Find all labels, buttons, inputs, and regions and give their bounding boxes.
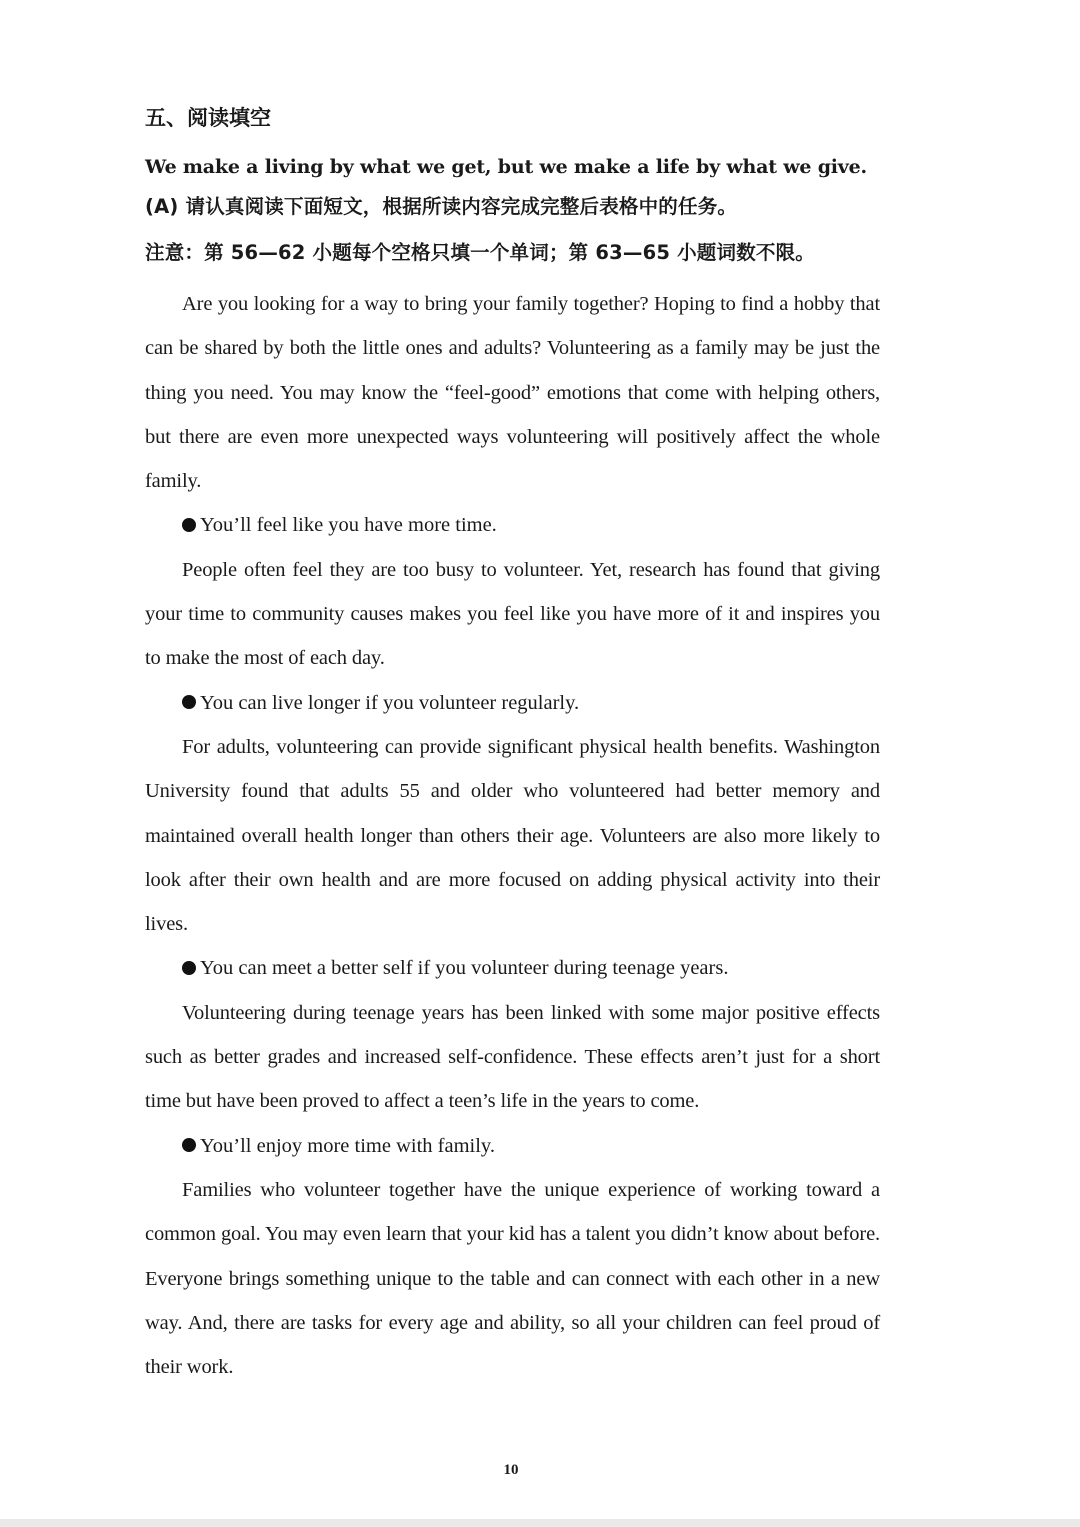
point-heading-text: You can meet a better self if you volunteer during teenage years. [200,957,729,980]
motto: We make a living by what we get, but we make a life by what we give. [145,156,867,178]
page-content [145,98,880,1389]
bullet-icon [182,695,196,709]
bullet-icon [182,1138,196,1152]
point-heading [145,1124,880,1168]
reading-passage [145,282,880,1389]
point-heading-text: You’ll enjoy more time with family. [200,1134,495,1157]
point-paragraph: Volunteering during teenage years has been linked with some major positive effects such as better grades and increased self-confidence. These effects aren’t just for a short time but have been proved to affect a teen’s life in the years to come. [145,1001,880,1113]
scan-edge [0,1519,1080,1527]
note: 注意：第 56—62 小题每个空格只填一个单词；第 63—65 小题词数不限。 [145,241,816,264]
point-heading-text: You’ll feel like you have more time. [200,514,497,537]
bullet-icon [182,961,196,975]
point-heading [145,946,880,990]
section-title: 五、阅读填空 [145,106,271,130]
point-heading-text: You can live longer if you volunteer regularly. [200,691,580,714]
point-heading [145,681,880,725]
point-paragraph: For adults, volunteering can provide significant physical health benefits. Washington University found that adults 55 and older who volunteered had better memory and maintained overall health longer than others their age. Volunteers are also more likely to look after their own health and are more focused on adding physical activity into their lives. [145,735,880,936]
page-number: 10 [503,1462,519,1478]
point-heading [145,503,880,547]
point-paragraph: Families who volunteer together have the unique experience of working toward a common goal. You may even learn that your kid has a talent you didn’t know about before. Everyone brings something unique to the table and can connect with each other in a new way. And, there are tasks for every age and ability, so all your children can feel proud of their work. [145,1178,880,1379]
instruction: (A) 请认真阅读下面短文，根据所读内容完成完整后表格中的任务。 [145,195,738,218]
point-paragraph: People often feel they are too busy to volunteer. Yet, research has found that giving your time to community causes makes you feel like you have more of it and inspires you to make the most of each day. [145,558,880,670]
intro-paragraph: Are you looking for a way to bring your family together? Hoping to find a hobby that can be shared by both the little ones and adults? Volunteering as a family may be just the thing you need. You may know the “feel-good” emotions that come with helping others, but there are even more unexpected ways volunteering will positively affect the whole family. [145,293,880,493]
bullet-icon [182,518,196,532]
